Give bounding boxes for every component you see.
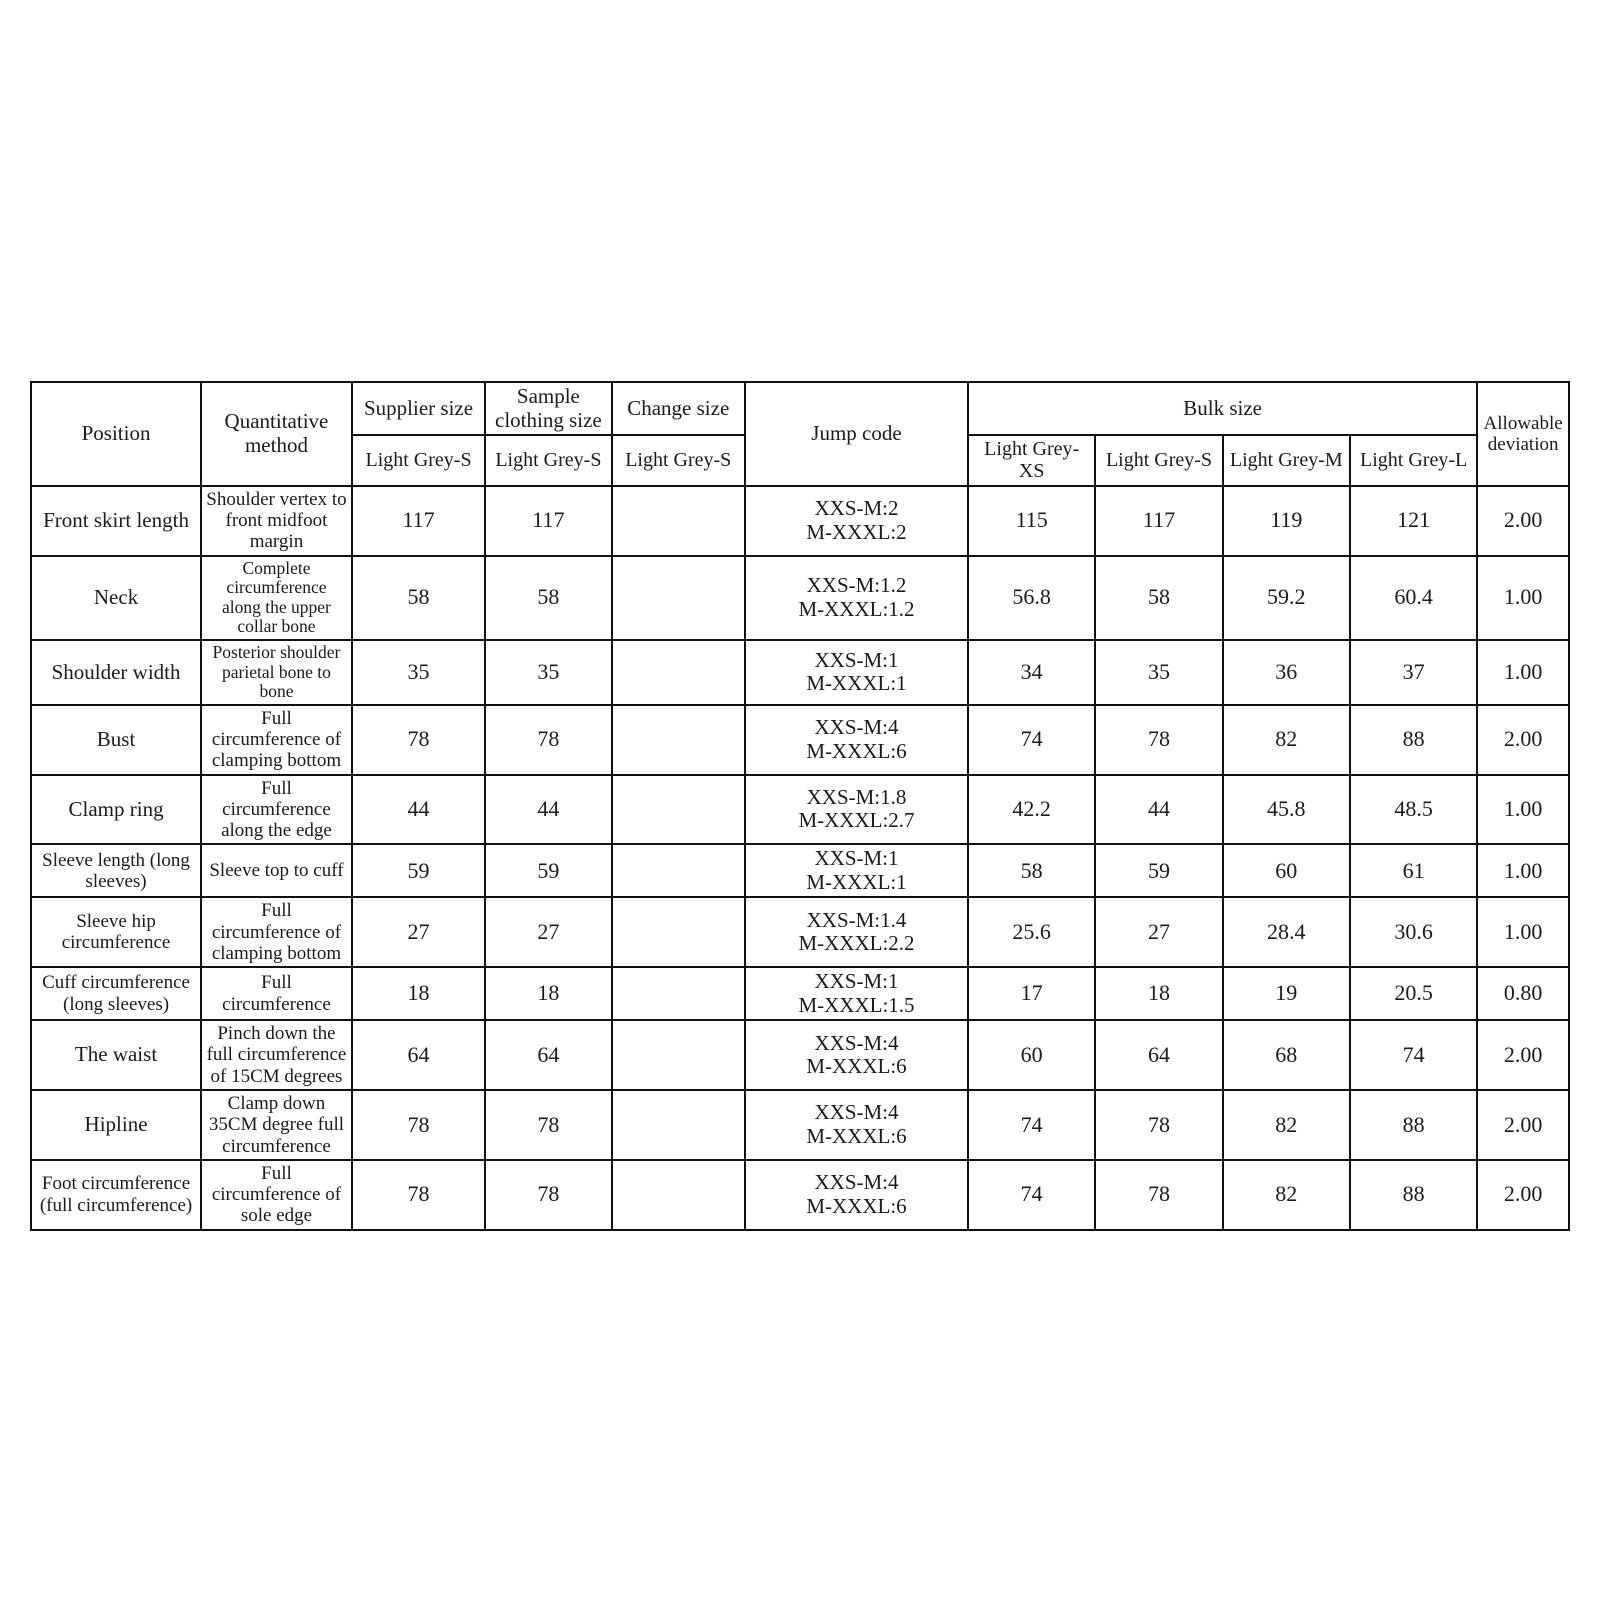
cell-jump-code bbox=[745, 844, 968, 897]
jump-code-line-1: XXS-M:1.8 bbox=[806, 784, 907, 809]
cell-change-size bbox=[612, 967, 745, 1020]
jump-code-line-1: XXS-M:1 bbox=[814, 846, 899, 871]
header-bulk-size: Bulk size bbox=[968, 382, 1477, 435]
cell-method: Full circumference of clamping bottom bbox=[201, 897, 352, 967]
jump-code-line-1: XXS-M:1 bbox=[814, 647, 899, 672]
cell-bulk-m: 36 bbox=[1223, 640, 1350, 705]
header-supplier-size: Supplier size bbox=[352, 382, 485, 435]
cell-bulk-s: 78 bbox=[1095, 1160, 1222, 1230]
cell-deviation: 1.00 bbox=[1477, 897, 1569, 967]
cell-method: Sleeve top to cuff bbox=[201, 844, 352, 897]
cell-change-size bbox=[612, 1020, 745, 1090]
cell-supplier-size: 78 bbox=[352, 1160, 485, 1230]
cell-deviation: 2.00 bbox=[1477, 1020, 1569, 1090]
cell-bulk-s: 59 bbox=[1095, 844, 1222, 897]
cell-bulk-m: 119 bbox=[1223, 486, 1350, 556]
header-row-top bbox=[31, 382, 1569, 435]
table-row bbox=[31, 1090, 1569, 1160]
header-bulk-l: Light Grey-L bbox=[1350, 435, 1477, 486]
cell-change-size bbox=[612, 640, 745, 705]
cell-bulk-xs: 17 bbox=[968, 967, 1095, 1020]
cell-sample-size: 44 bbox=[485, 775, 611, 845]
cell-sample-size: 78 bbox=[485, 1090, 611, 1160]
jump-code-line-1: XXS-M:2 bbox=[814, 496, 899, 521]
cell-jump-code bbox=[745, 967, 968, 1020]
jump-code-line-2: M-XXXL:2 bbox=[806, 519, 907, 544]
cell-change-size bbox=[612, 1160, 745, 1230]
cell-bulk-xs: 34 bbox=[968, 640, 1095, 705]
cell-bulk-xs: 74 bbox=[968, 1090, 1095, 1160]
cell-deviation: 0.80 bbox=[1477, 967, 1569, 1020]
table-row bbox=[31, 1160, 1569, 1230]
cell-position: Sleeve length (long sleeves) bbox=[31, 844, 201, 897]
header-change-size: Change size bbox=[612, 382, 745, 435]
size-measurement-table bbox=[30, 381, 1570, 1231]
cell-sample-size: 35 bbox=[485, 640, 611, 705]
cell-bulk-m: 59.2 bbox=[1223, 556, 1350, 640]
table-row bbox=[31, 640, 1569, 705]
header-sample-clothing-size: Sample clothing size bbox=[485, 382, 611, 435]
cell-supplier-size: 58 bbox=[352, 556, 485, 640]
cell-sample-size: 27 bbox=[485, 897, 611, 967]
cell-method: Full circumference along the edge bbox=[201, 775, 352, 845]
cell-sample-size: 58 bbox=[485, 556, 611, 640]
cell-bulk-s: 117 bbox=[1095, 486, 1222, 556]
jump-code-line-1: XXS-M:4 bbox=[814, 1100, 899, 1125]
jump-code-line-2: M-XXXL:6 bbox=[806, 1193, 907, 1218]
table-body bbox=[31, 486, 1569, 1230]
cell-deviation: 1.00 bbox=[1477, 775, 1569, 845]
jump-code-line-2: M-XXXL:6 bbox=[806, 1054, 907, 1079]
cell-bulk-xs: 115 bbox=[968, 486, 1095, 556]
cell-bulk-s: 78 bbox=[1095, 1090, 1222, 1160]
cell-sample-size: 59 bbox=[485, 844, 611, 897]
cell-deviation: 1.00 bbox=[1477, 556, 1569, 640]
cell-change-size bbox=[612, 705, 745, 775]
cell-position: The waist bbox=[31, 1020, 201, 1090]
cell-position: Cuff circumference (long sleeves) bbox=[31, 967, 201, 1020]
cell-bulk-s: 35 bbox=[1095, 640, 1222, 705]
cell-jump-code bbox=[745, 1020, 968, 1090]
cell-jump-code bbox=[745, 897, 968, 967]
header-supplier-colorway: Light Grey-S bbox=[352, 435, 485, 486]
cell-bulk-s: 18 bbox=[1095, 967, 1222, 1020]
jump-code-line-2: M-XXXL:1 bbox=[806, 671, 907, 696]
cell-sample-size: 64 bbox=[485, 1020, 611, 1090]
table-row bbox=[31, 556, 1569, 640]
cell-bulk-s: 64 bbox=[1095, 1020, 1222, 1090]
header-jump-code: Jump code bbox=[745, 382, 968, 486]
cell-bulk-s: 78 bbox=[1095, 705, 1222, 775]
cell-change-size bbox=[612, 775, 745, 845]
cell-change-size bbox=[612, 897, 745, 967]
table-row bbox=[31, 1020, 1569, 1090]
header-bulk-m: Light Grey-M bbox=[1223, 435, 1350, 486]
cell-sample-size: 18 bbox=[485, 967, 611, 1020]
cell-bulk-xs: 74 bbox=[968, 1160, 1095, 1230]
cell-bulk-l: 88 bbox=[1350, 705, 1477, 775]
table-row bbox=[31, 897, 1569, 967]
cell-jump-code bbox=[745, 705, 968, 775]
cell-position: Sleeve hip circumference bbox=[31, 897, 201, 967]
cell-bulk-l: 121 bbox=[1350, 486, 1477, 556]
jump-code-line-2: M-XXXL:1.5 bbox=[798, 992, 915, 1017]
cell-method: Full circumference bbox=[201, 967, 352, 1020]
cell-position: Clamp ring bbox=[31, 775, 201, 845]
cell-bulk-l: 37 bbox=[1350, 640, 1477, 705]
jump-code-line-1: XXS-M:1 bbox=[814, 969, 899, 994]
cell-bulk-m: 60 bbox=[1223, 844, 1350, 897]
cell-supplier-size: 27 bbox=[352, 897, 485, 967]
header-sample-colorway: Light Grey-S bbox=[485, 435, 611, 486]
cell-deviation: 1.00 bbox=[1477, 640, 1569, 705]
cell-bulk-m: 68 bbox=[1223, 1020, 1350, 1090]
cell-position: Neck bbox=[31, 556, 201, 640]
cell-sample-size: 117 bbox=[485, 486, 611, 556]
cell-bulk-l: 74 bbox=[1350, 1020, 1477, 1090]
cell-method: Full circumference of clamping bottom bbox=[201, 705, 352, 775]
header-allowable-deviation: Allowable deviation bbox=[1477, 382, 1569, 486]
jump-code-line-1: XXS-M:1.4 bbox=[806, 907, 907, 932]
jump-code-line-2: M-XXXL:2.2 bbox=[798, 931, 915, 956]
cell-change-size bbox=[612, 1090, 745, 1160]
cell-supplier-size: 64 bbox=[352, 1020, 485, 1090]
table-row bbox=[31, 486, 1569, 556]
cell-bulk-l: 88 bbox=[1350, 1160, 1477, 1230]
cell-position: Front skirt length bbox=[31, 486, 201, 556]
cell-bulk-m: 82 bbox=[1223, 705, 1350, 775]
cell-supplier-size: 59 bbox=[352, 844, 485, 897]
cell-jump-code bbox=[745, 486, 968, 556]
cell-supplier-size: 78 bbox=[352, 1090, 485, 1160]
cell-method: Complete circumference along the upper collar bone bbox=[201, 556, 352, 640]
jump-code-line-2: M-XXXL:6 bbox=[806, 738, 907, 763]
header-bulk-xs: Light Grey-XS bbox=[968, 435, 1095, 486]
cell-supplier-size: 35 bbox=[352, 640, 485, 705]
table-row bbox=[31, 775, 1569, 845]
cell-position: Foot circumference (full circumference) bbox=[31, 1160, 201, 1230]
cell-method: Pinch down the full circumference of 15CM degrees bbox=[201, 1020, 352, 1090]
cell-deviation: 1.00 bbox=[1477, 844, 1569, 897]
jump-code-line-2: M-XXXL:2.7 bbox=[798, 808, 915, 833]
cell-jump-code bbox=[745, 640, 968, 705]
cell-position: Bust bbox=[31, 705, 201, 775]
cell-bulk-xs: 60 bbox=[968, 1020, 1095, 1090]
header-change-colorway: Light Grey-S bbox=[612, 435, 745, 486]
cell-deviation: 2.00 bbox=[1477, 1090, 1569, 1160]
cell-bulk-s: 58 bbox=[1095, 556, 1222, 640]
table-row bbox=[31, 705, 1569, 775]
cell-bulk-xs: 58 bbox=[968, 844, 1095, 897]
cell-bulk-l: 48.5 bbox=[1350, 775, 1477, 845]
cell-method: Shoulder vertex to front midfoot margin bbox=[201, 486, 352, 556]
cell-sample-size: 78 bbox=[485, 705, 611, 775]
cell-bulk-m: 82 bbox=[1223, 1090, 1350, 1160]
header-bulk-s: Light Grey-S bbox=[1095, 435, 1222, 486]
jump-code-line-1: XXS-M:4 bbox=[814, 1170, 899, 1195]
cell-jump-code bbox=[745, 1160, 968, 1230]
cell-jump-code bbox=[745, 1090, 968, 1160]
cell-bulk-l: 61 bbox=[1350, 844, 1477, 897]
cell-deviation: 2.00 bbox=[1477, 1160, 1569, 1230]
cell-jump-code bbox=[745, 556, 968, 640]
cell-bulk-l: 88 bbox=[1350, 1090, 1477, 1160]
jump-code-line-2: M-XXXL:6 bbox=[806, 1123, 907, 1148]
cell-supplier-size: 117 bbox=[352, 486, 485, 556]
cell-bulk-m: 82 bbox=[1223, 1160, 1350, 1230]
cell-method: Clamp down 35CM degree full circumference bbox=[201, 1090, 352, 1160]
cell-bulk-xs: 25.6 bbox=[968, 897, 1095, 967]
measurement-spec-sheet bbox=[30, 381, 1570, 1231]
jump-code-line-1: XXS-M:4 bbox=[814, 715, 899, 740]
jump-code-line-2: M-XXXL:1 bbox=[806, 869, 907, 894]
jump-code-line-2: M-XXXL:1.2 bbox=[798, 596, 915, 621]
cell-bulk-xs: 74 bbox=[968, 705, 1095, 775]
cell-method: Posterior shoulder parietal bone to bone bbox=[201, 640, 352, 705]
table-row bbox=[31, 844, 1569, 897]
cell-bulk-m: 19 bbox=[1223, 967, 1350, 1020]
cell-bulk-s: 44 bbox=[1095, 775, 1222, 845]
table-row bbox=[31, 967, 1569, 1020]
cell-change-size bbox=[612, 556, 745, 640]
jump-code-line-1: XXS-M:1.2 bbox=[806, 573, 907, 598]
cell-sample-size: 78 bbox=[485, 1160, 611, 1230]
cell-change-size bbox=[612, 486, 745, 556]
cell-change-size bbox=[612, 844, 745, 897]
cell-deviation: 2.00 bbox=[1477, 705, 1569, 775]
cell-bulk-l: 30.6 bbox=[1350, 897, 1477, 967]
cell-bulk-m: 28.4 bbox=[1223, 897, 1350, 967]
cell-position: Hipline bbox=[31, 1090, 201, 1160]
header-position: Position bbox=[31, 382, 201, 486]
cell-supplier-size: 44 bbox=[352, 775, 485, 845]
table-header bbox=[31, 382, 1569, 486]
cell-jump-code bbox=[745, 775, 968, 845]
cell-supplier-size: 78 bbox=[352, 705, 485, 775]
cell-bulk-m: 45.8 bbox=[1223, 775, 1350, 845]
cell-bulk-xs: 56.8 bbox=[968, 556, 1095, 640]
cell-bulk-s: 27 bbox=[1095, 897, 1222, 967]
cell-bulk-l: 20.5 bbox=[1350, 967, 1477, 1020]
header-quantitative-method: Quantitative method bbox=[201, 382, 352, 486]
cell-position: Shoulder width bbox=[31, 640, 201, 705]
cell-bulk-xs: 42.2 bbox=[968, 775, 1095, 845]
cell-deviation: 2.00 bbox=[1477, 486, 1569, 556]
cell-supplier-size: 18 bbox=[352, 967, 485, 1020]
cell-method: Full circumference of sole edge bbox=[201, 1160, 352, 1230]
jump-code-line-1: XXS-M:4 bbox=[814, 1030, 899, 1055]
cell-bulk-l: 60.4 bbox=[1350, 556, 1477, 640]
